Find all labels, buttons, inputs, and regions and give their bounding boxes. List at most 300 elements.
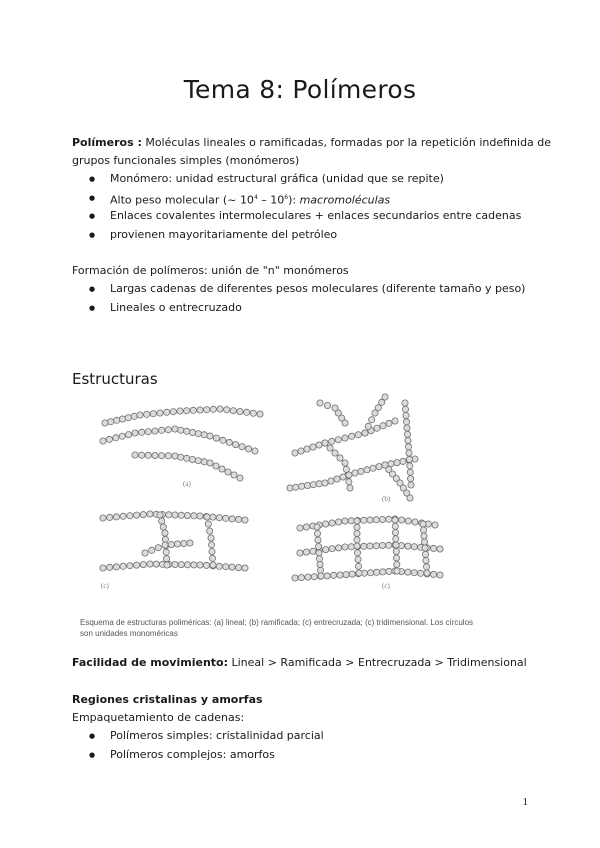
monomer-bead — [349, 433, 355, 439]
list-item: ● provienen mayoritariamente del petróleo — [72, 226, 521, 245]
monomer-bead — [257, 411, 263, 417]
monomer-bead — [342, 544, 348, 550]
monomer-bead — [100, 515, 106, 521]
monomer-bead — [178, 427, 184, 433]
monomer-bead — [318, 573, 324, 579]
monomer-bead — [172, 453, 178, 459]
monomer-bead — [342, 460, 348, 466]
monomer-bead — [145, 452, 151, 458]
monomer-bead — [304, 482, 310, 488]
monomer-bead — [244, 409, 250, 415]
monomer-bead — [107, 564, 113, 570]
polymer-structures-figure — [95, 393, 505, 608]
monomer-bead — [437, 572, 443, 578]
monomer-bead — [120, 563, 126, 569]
monomer-bead — [144, 411, 150, 417]
monomer-bead — [317, 567, 323, 573]
monomer-bead — [102, 420, 108, 426]
monomer-bead — [166, 512, 172, 518]
monomer-bead — [216, 515, 222, 521]
monomer-bead — [150, 411, 156, 417]
monomer-bead — [184, 562, 190, 568]
monomer-bead — [437, 546, 443, 552]
monomer-bead — [142, 550, 148, 556]
monomer-bead — [223, 564, 229, 570]
monomer-bead — [402, 400, 408, 406]
monomer-bead — [184, 512, 190, 518]
monomer-bead — [420, 521, 426, 527]
monomer-bead — [145, 429, 151, 435]
monomer-bead — [165, 453, 171, 459]
monomer-bead — [346, 472, 352, 478]
monomer-bead — [405, 444, 411, 450]
monomer-bead — [386, 542, 392, 548]
monomer-bead — [408, 482, 414, 488]
monomer-bead — [411, 544, 417, 550]
monomer-bead — [106, 436, 112, 442]
monomer-bead — [152, 428, 158, 434]
monomer-bead — [119, 433, 125, 439]
monomer-bead — [191, 562, 197, 568]
monomer-bead — [287, 485, 293, 491]
list-item: ● Lineales o entrecruzado — [72, 299, 525, 318]
monomer-bead — [297, 525, 303, 531]
monomer-bead — [337, 572, 343, 578]
monomer-bead — [208, 542, 214, 548]
monomer-bead — [127, 513, 133, 519]
monomer-bead — [405, 543, 411, 549]
monomer-bead — [187, 540, 193, 546]
monomer-bead — [392, 523, 398, 529]
monomer-bead — [216, 563, 222, 569]
monomer-bead — [365, 423, 371, 429]
monomer-bead — [132, 430, 138, 436]
monomer-bead — [368, 570, 374, 576]
monomer-bead — [233, 442, 239, 448]
monomer-bead — [304, 446, 310, 452]
monomer-bead — [431, 571, 437, 577]
monomer-bead — [197, 562, 203, 568]
page-title: Tema 8: Polímeros — [183, 75, 417, 104]
monomer-bead — [252, 448, 258, 454]
monomer-bead — [292, 450, 298, 456]
monomer-bead — [178, 454, 184, 460]
monomer-bead — [317, 400, 323, 406]
monomer-bead — [373, 517, 379, 523]
monomer-bead — [197, 513, 203, 519]
monomer-bead — [140, 512, 146, 518]
monomer-bead — [355, 556, 361, 562]
monomer-bead — [207, 460, 213, 466]
monomer-bead — [189, 456, 195, 462]
monomer-bead — [379, 542, 385, 548]
polimeros-term: Polímeros : — [72, 136, 142, 149]
monomer-bead — [157, 410, 163, 416]
monomer-bead — [168, 541, 174, 547]
monomer-bead — [422, 551, 428, 557]
monomer-bead — [403, 412, 409, 418]
monomer-bead — [314, 524, 320, 530]
monomer-bead — [209, 555, 215, 561]
monomer-bead — [203, 562, 209, 568]
monomer-bead — [125, 415, 131, 421]
monomer-bead — [152, 452, 158, 458]
list-item: ● Largas cadenas de diferentes pesos moleculares (diferente tamaño y peso) — [72, 280, 525, 299]
monomer-bead — [316, 550, 322, 556]
monomer-bead — [346, 479, 352, 485]
monomer-bead — [347, 485, 353, 491]
monomer-bead — [348, 518, 354, 524]
monomer-bead — [292, 575, 298, 581]
monomer-bead — [303, 549, 309, 555]
intro-bullet-list — [72, 170, 521, 245]
monomer-bead — [210, 562, 216, 568]
monomer-bead — [316, 481, 322, 487]
monomer-bead — [246, 446, 252, 452]
monomer-bead — [343, 572, 349, 578]
monomer-bead — [316, 442, 322, 448]
monomer-bead — [404, 425, 410, 431]
monomer-bead — [374, 425, 380, 431]
polimeros-definition: Moléculas lineales o ramificadas, formadas por la repetición indefinida de — [141, 136, 552, 149]
monomer-bead — [402, 406, 408, 412]
monomer-bead — [164, 562, 170, 568]
monomer-bead — [399, 517, 405, 523]
monomer-bead — [195, 458, 201, 464]
monomer-bead — [373, 543, 379, 549]
monomer-bead — [349, 571, 355, 577]
mobility-line — [72, 654, 527, 672]
monomer-bead — [299, 483, 305, 489]
monomer-bead — [126, 432, 132, 438]
monomer-bead — [159, 518, 165, 524]
monomer-bead — [205, 521, 211, 527]
monomer-bead — [197, 407, 203, 413]
list-item: ● Polímeros complejos: amorfos — [72, 746, 324, 765]
monomer-bead — [207, 433, 213, 439]
monomer-bead — [367, 543, 373, 549]
monomer-bead — [418, 570, 424, 576]
figure-caption — [80, 617, 473, 639]
monomer-bead — [405, 569, 411, 575]
monomer-bead — [329, 520, 335, 526]
monomer-bead — [404, 431, 410, 437]
monomer-bead — [155, 545, 161, 551]
monomer-bead — [323, 521, 329, 527]
monomer-bead — [184, 408, 190, 414]
monomer-bead — [127, 563, 133, 569]
monomer-bead — [342, 435, 348, 441]
monomer-bead — [408, 476, 414, 482]
monomer-bead — [310, 482, 316, 488]
monomer-bead — [163, 549, 169, 555]
monomer-bead — [223, 515, 229, 521]
monomer-bead — [423, 557, 429, 563]
monomer-bead — [170, 409, 176, 415]
monomer-bead — [113, 564, 119, 570]
formation-heading: Formación de polímeros: unión de "n" monómeros — [72, 264, 349, 277]
monomer-bead — [100, 565, 106, 571]
monomer-bead — [100, 438, 106, 444]
monomer-bead — [324, 402, 330, 408]
caption-line-2: son unidades monoméricas — [80, 629, 178, 638]
monomer-bead — [354, 518, 360, 524]
monomer-bead — [132, 452, 138, 458]
monomer-bead — [421, 533, 427, 539]
monomer-bead — [370, 465, 376, 471]
monomer-bead — [147, 511, 153, 517]
monomer-bead — [113, 514, 119, 520]
monomer-bead — [311, 574, 317, 580]
monomer-bead — [406, 450, 412, 456]
monomer-bead — [191, 513, 197, 519]
monomer-bead — [178, 562, 184, 568]
monomer-bead — [354, 550, 360, 556]
monomer-bead — [356, 570, 362, 576]
monomer-bead — [303, 524, 309, 530]
monomer-bead — [323, 547, 329, 553]
monomer-bead — [160, 524, 166, 530]
monomer-bead — [113, 435, 119, 441]
monomer-bead — [386, 568, 392, 574]
monomer-bead — [342, 518, 348, 524]
monomer-bead — [119, 416, 125, 422]
monomer-bead — [242, 517, 248, 523]
figure-label-b: (b) — [382, 495, 391, 503]
monomer-bead — [354, 537, 360, 543]
monomer-bead — [315, 537, 321, 543]
monomer-bead — [204, 514, 210, 520]
monomer-bead — [162, 542, 168, 548]
monomer-bead — [328, 478, 334, 484]
monomer-bead — [420, 527, 426, 533]
monomer-bead — [140, 562, 146, 568]
monomer-bead — [354, 530, 360, 536]
page-number: 1 — [522, 796, 528, 808]
monomer-bead — [432, 522, 438, 528]
monomer-bead — [340, 474, 346, 480]
intro-paragraph-line2: grupos funcionales simples (monómeros) — [72, 154, 300, 167]
monomer-bead — [394, 561, 400, 567]
monomer-bead — [374, 569, 380, 575]
regions-bullet-list — [72, 727, 324, 764]
monomer-bead — [352, 470, 358, 476]
monomer-bead — [335, 437, 341, 443]
regions-subheading: Empaquetamiento de cadenas: — [72, 711, 245, 724]
monomer-bead — [298, 575, 304, 581]
monomer-bead — [331, 572, 337, 578]
monomer-bead — [293, 484, 299, 490]
monomer-bead — [392, 418, 398, 424]
monomer-bead — [139, 452, 145, 458]
monomer-bead — [334, 476, 340, 482]
monomer-bead — [165, 427, 171, 433]
monomer-bead — [108, 419, 114, 425]
monomer-bead — [164, 409, 170, 415]
monomer-bead — [355, 432, 361, 438]
monomer-bead — [405, 518, 411, 524]
monomer-bead — [422, 545, 428, 551]
monomer-bead — [219, 466, 225, 472]
monomer-bead — [213, 463, 219, 469]
monomer-bead — [315, 543, 321, 549]
monomer-bead — [336, 519, 342, 525]
monomer-bead — [209, 548, 215, 554]
monomer-bead — [358, 468, 364, 474]
monomer-bead — [229, 516, 235, 522]
monomer-bead — [329, 546, 335, 552]
monomer-bead — [207, 528, 213, 534]
monomer-bead — [298, 448, 304, 454]
monomer-bead — [394, 568, 400, 574]
monomer-bead — [407, 495, 413, 501]
monomer-bead — [332, 405, 338, 411]
monomer-bead — [236, 516, 242, 522]
monomer-bead — [204, 407, 210, 413]
monomer-bead — [231, 472, 237, 478]
monomer-bead — [431, 545, 437, 551]
monomer-bead — [131, 413, 137, 419]
monomer-bead — [159, 453, 165, 459]
monomer-bead — [210, 514, 216, 520]
monomer-bead — [380, 423, 386, 429]
monomer-bead — [225, 469, 231, 475]
monomer-bead — [305, 574, 311, 580]
monomer-bead — [367, 517, 373, 523]
monomer-bead — [201, 459, 207, 465]
monomer-bead — [369, 417, 375, 423]
list-item: ● Monómero: unidad estructural gráfica (unidad que se repite) — [72, 170, 521, 189]
monomer-bead — [220, 437, 226, 443]
monomer-bead — [159, 427, 165, 433]
monomer-bead — [174, 541, 180, 547]
monomer-bead — [177, 408, 183, 414]
monomer-bead — [210, 406, 216, 412]
list-item: ● Enlaces covalentes intermoleculares + enlaces secundarios entre cadenas — [72, 207, 521, 226]
monomer-bead — [386, 420, 392, 426]
monomer-bead — [250, 410, 256, 416]
monomer-bead — [172, 561, 178, 567]
monomer-bead — [189, 429, 195, 435]
formation-bullet-list — [72, 280, 525, 317]
monomer-bead — [208, 535, 214, 541]
monomer-bead — [162, 530, 168, 536]
monomer-bead — [107, 514, 113, 520]
monomer-bead — [149, 547, 155, 553]
monomer-bead — [393, 548, 399, 554]
monomer-bead — [201, 432, 207, 438]
monomer-bead — [403, 419, 409, 425]
mobility-value: Lineal > Ramificada > Entrecruzada > Tridimensional — [228, 656, 527, 669]
monomer-bead — [224, 407, 230, 413]
monomer-bead — [327, 445, 333, 451]
monomer-bead — [236, 565, 242, 571]
monomer-bead — [405, 437, 411, 443]
figure-label-a: (a) — [183, 480, 191, 488]
monomer-bead — [226, 439, 232, 445]
monomer-bead — [411, 570, 417, 576]
monomer-bead — [362, 430, 368, 436]
monomer-bead — [178, 512, 184, 518]
monomer-bead — [242, 565, 248, 571]
monomer-bead — [379, 516, 385, 522]
monomer-bead — [137, 412, 143, 418]
monomer-bead — [324, 573, 330, 579]
figure-label-d: (c) — [382, 582, 390, 590]
monomer-bead — [393, 542, 399, 548]
monomer-bead — [239, 444, 245, 450]
monomer-bead — [230, 408, 236, 414]
monomer-bead — [310, 548, 316, 554]
monomer-bead — [213, 435, 219, 441]
monomer-beads — [100, 394, 443, 581]
monomer-bead — [190, 407, 196, 413]
monomer-bead — [139, 429, 145, 435]
monomer-bead — [217, 406, 223, 412]
monomer-bead — [337, 455, 343, 461]
monomer-bead — [297, 550, 303, 556]
monomer-bead — [172, 512, 178, 518]
structures-heading: Estructuras — [72, 370, 158, 388]
monomer-bead — [421, 539, 427, 545]
monomer-bead — [376, 464, 382, 470]
list-item: ● Polímeros simples: cristalinidad parcial — [72, 727, 324, 746]
monomer-bead — [406, 456, 412, 462]
monomer-bead — [407, 469, 413, 475]
monomer-bead — [329, 438, 335, 444]
monomer-bead — [184, 455, 190, 461]
monomer-bead — [388, 461, 394, 467]
monomer-bead — [184, 428, 190, 434]
monomer-bead — [343, 466, 349, 472]
intro-paragraph — [72, 134, 551, 152]
monomer-bead — [424, 570, 430, 576]
monomer-bead — [392, 517, 398, 523]
monomer-bead — [364, 467, 370, 473]
list-item: ● Alto peso molecular (~ $10^4 - 10^6$): macromoléculas — [72, 189, 521, 208]
monomer-bead — [195, 431, 201, 437]
monomer-bead — [392, 529, 398, 535]
monomer-bead — [336, 545, 342, 551]
caption-line-1: Esquema de estructuras poliméricas: (a) lineal; (b) ramificada; (c) entrecruzada; (c) tridimensional. Los círculos — [80, 618, 474, 627]
regions-heading: Regiones cristalinas y amorfas — [72, 693, 263, 706]
monomer-bead — [322, 440, 328, 446]
monomer-bead — [164, 556, 170, 562]
monomer-bead — [423, 564, 429, 570]
monomer-bead — [310, 444, 316, 450]
monomer-bead — [394, 460, 400, 466]
monomer-bead — [361, 543, 367, 549]
monomer-bead — [147, 561, 153, 567]
monomer-bead — [157, 512, 163, 518]
monomer-bead — [237, 408, 243, 414]
monomer-bead — [407, 463, 413, 469]
monomer-bead — [354, 543, 360, 549]
monomer-bead — [316, 556, 322, 562]
monomer-bead — [134, 512, 140, 518]
monomer-bead — [120, 513, 126, 519]
monomer-bead — [393, 555, 399, 561]
monomer-bead — [355, 563, 361, 569]
monomer-bead — [393, 536, 399, 542]
monomer-bead — [317, 561, 323, 567]
figure-label-c: (c) — [101, 582, 109, 590]
monomer-bead — [322, 480, 328, 486]
monomer-bead — [134, 562, 140, 568]
monomer-bead — [348, 544, 354, 550]
monomer-bead — [314, 530, 320, 536]
monomer-bead — [172, 426, 178, 432]
